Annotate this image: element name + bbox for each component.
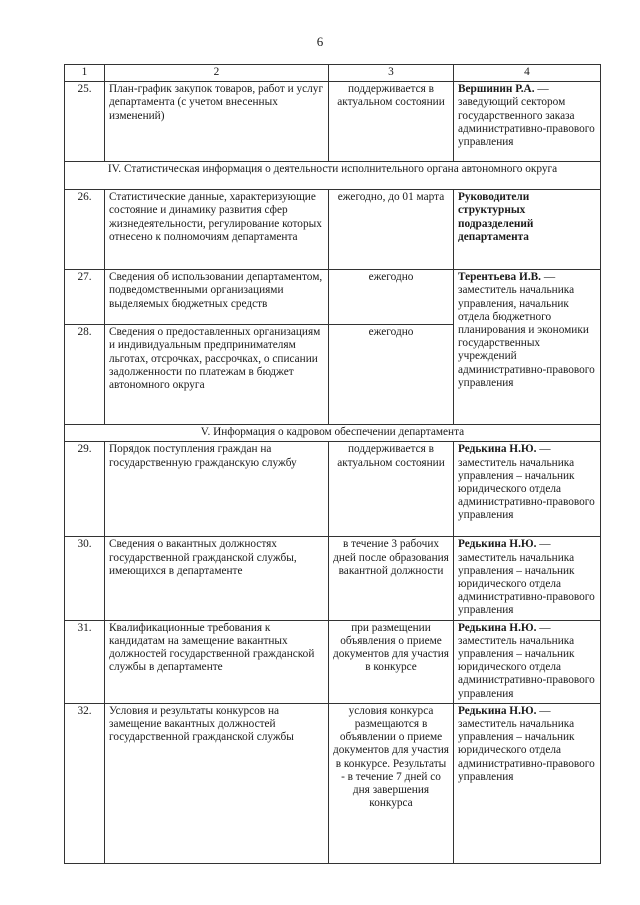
row-name: План-график закупок товаров, работ и услуг департамента (с учетом внесенных изменений) — [105, 82, 329, 162]
row-number: 27. — [65, 270, 105, 325]
row-responsible — [454, 190, 601, 270]
row-name: Сведения об использовании департаментом, подведомственными организациями выделяемых бюджетных средств — [105, 270, 329, 325]
row-responsible — [454, 620, 601, 703]
row-name: Квалификационные требования к кандидатам на замещение вакантных должностей государственной гражданской службы в департаменте — [105, 620, 329, 703]
section-title: V. Информация о кадровом обеспечении департамента — [65, 425, 601, 442]
row-name: Статистические данные, характеризующие состояние и динамику развития сфер жизнедеятельности, регулирование которых отнесено к полномочиям департамента — [105, 190, 329, 270]
row-name: Сведения о предоставленных организациям и индивидуальным предпринимателям льготах, отсрочках, рассрочках, о списании задолженности по платежам в бюджет автономного округа — [105, 325, 329, 425]
responsible-position: — заместитель начальника управления – начальник юридического отдела административно-правового управления — [458, 621, 595, 700]
table-row — [65, 270, 601, 325]
row-number: 31. — [65, 620, 105, 703]
responsible-position: — заведующий сектором государственного заказа административно-правового управления — [458, 83, 595, 149]
row-responsible — [454, 442, 601, 537]
responsible-name: Вершинин Р.А. — [458, 83, 535, 96]
table-row — [65, 442, 601, 537]
row-responsible — [454, 270, 601, 425]
table-row — [65, 82, 601, 162]
row-period: условия конкурса размещаются в объявлении о приеме документов для участия в конкурсе. Результаты - в течение 7 дней со дня завершения конкурса — [329, 703, 454, 863]
table-row — [65, 620, 601, 703]
column-number: 3 — [329, 65, 454, 82]
row-number: 28. — [65, 325, 105, 425]
row-name: Сведения о вакантных должностях государственной гражданской службы, имеющихся в департаменте — [105, 537, 329, 620]
responsible-name: Руководители структурных подразделений департамента — [458, 191, 534, 243]
section-row — [65, 162, 601, 190]
responsible-name: Редькина Н.Ю. — [458, 704, 537, 717]
responsible-name: Редькина Н.Ю. — [458, 443, 537, 456]
responsible-position: — заместитель начальника управления – начальник юридического отдела административно-правового управления — [458, 443, 595, 522]
section-title: IV. Статистическая информация о деятельности исполнительного органа автономного округа — [65, 162, 601, 190]
row-number: 30. — [65, 537, 105, 620]
responsible-position: — заместитель начальника управления, начальник отдела бюджетного планирования и экономики государственных учреждений административно-правового управления — [458, 271, 595, 389]
row-period: поддерживается в актуальном состоянии — [329, 442, 454, 537]
row-period: при размещении объявления о приеме документов для участия в конкурсе — [329, 620, 454, 703]
section-row — [65, 425, 601, 442]
responsible-name: Терентьева И.В. — [458, 271, 542, 284]
row-number: 26. — [65, 190, 105, 270]
row-responsible — [454, 703, 601, 863]
column-number: 2 — [105, 65, 329, 82]
responsible-position: — заместитель начальника управления – начальник юридического отдела административно-правового управления — [458, 704, 595, 783]
row-responsible — [454, 537, 601, 620]
column-numbers-row — [65, 65, 601, 82]
responsible-name: Редькина Н.Ю. — [458, 538, 537, 551]
responsible-name: Редькина Н.Ю. — [458, 621, 537, 634]
row-number: 29. — [65, 442, 105, 537]
row-number: 25. — [65, 82, 105, 162]
row-period: ежегодно — [329, 325, 454, 425]
responsible-position: — заместитель начальника управления – начальник юридического отдела административно-правового управления — [458, 538, 595, 617]
plan-table — [64, 64, 601, 864]
column-number: 4 — [454, 65, 601, 82]
row-period: ежегодно, до 01 марта — [329, 190, 454, 270]
row-name: Условия и результаты конкурсов на замещение вакантных должностей государственной гражданской службы — [105, 703, 329, 863]
row-name: Порядок поступления граждан на государственную гражданскую службу — [105, 442, 329, 537]
row-responsible — [454, 82, 601, 162]
table-row — [65, 537, 601, 620]
page-number: 6 — [316, 34, 324, 49]
row-period: поддерживается в актуальном состоянии — [329, 82, 454, 162]
row-period: в течение 3 рабочих дней после образования вакантной должности — [329, 537, 454, 620]
column-number: 1 — [65, 65, 105, 82]
row-period: ежегодно — [329, 270, 454, 325]
row-number: 32. — [65, 703, 105, 863]
table-row — [65, 703, 601, 863]
table-row — [65, 190, 601, 270]
